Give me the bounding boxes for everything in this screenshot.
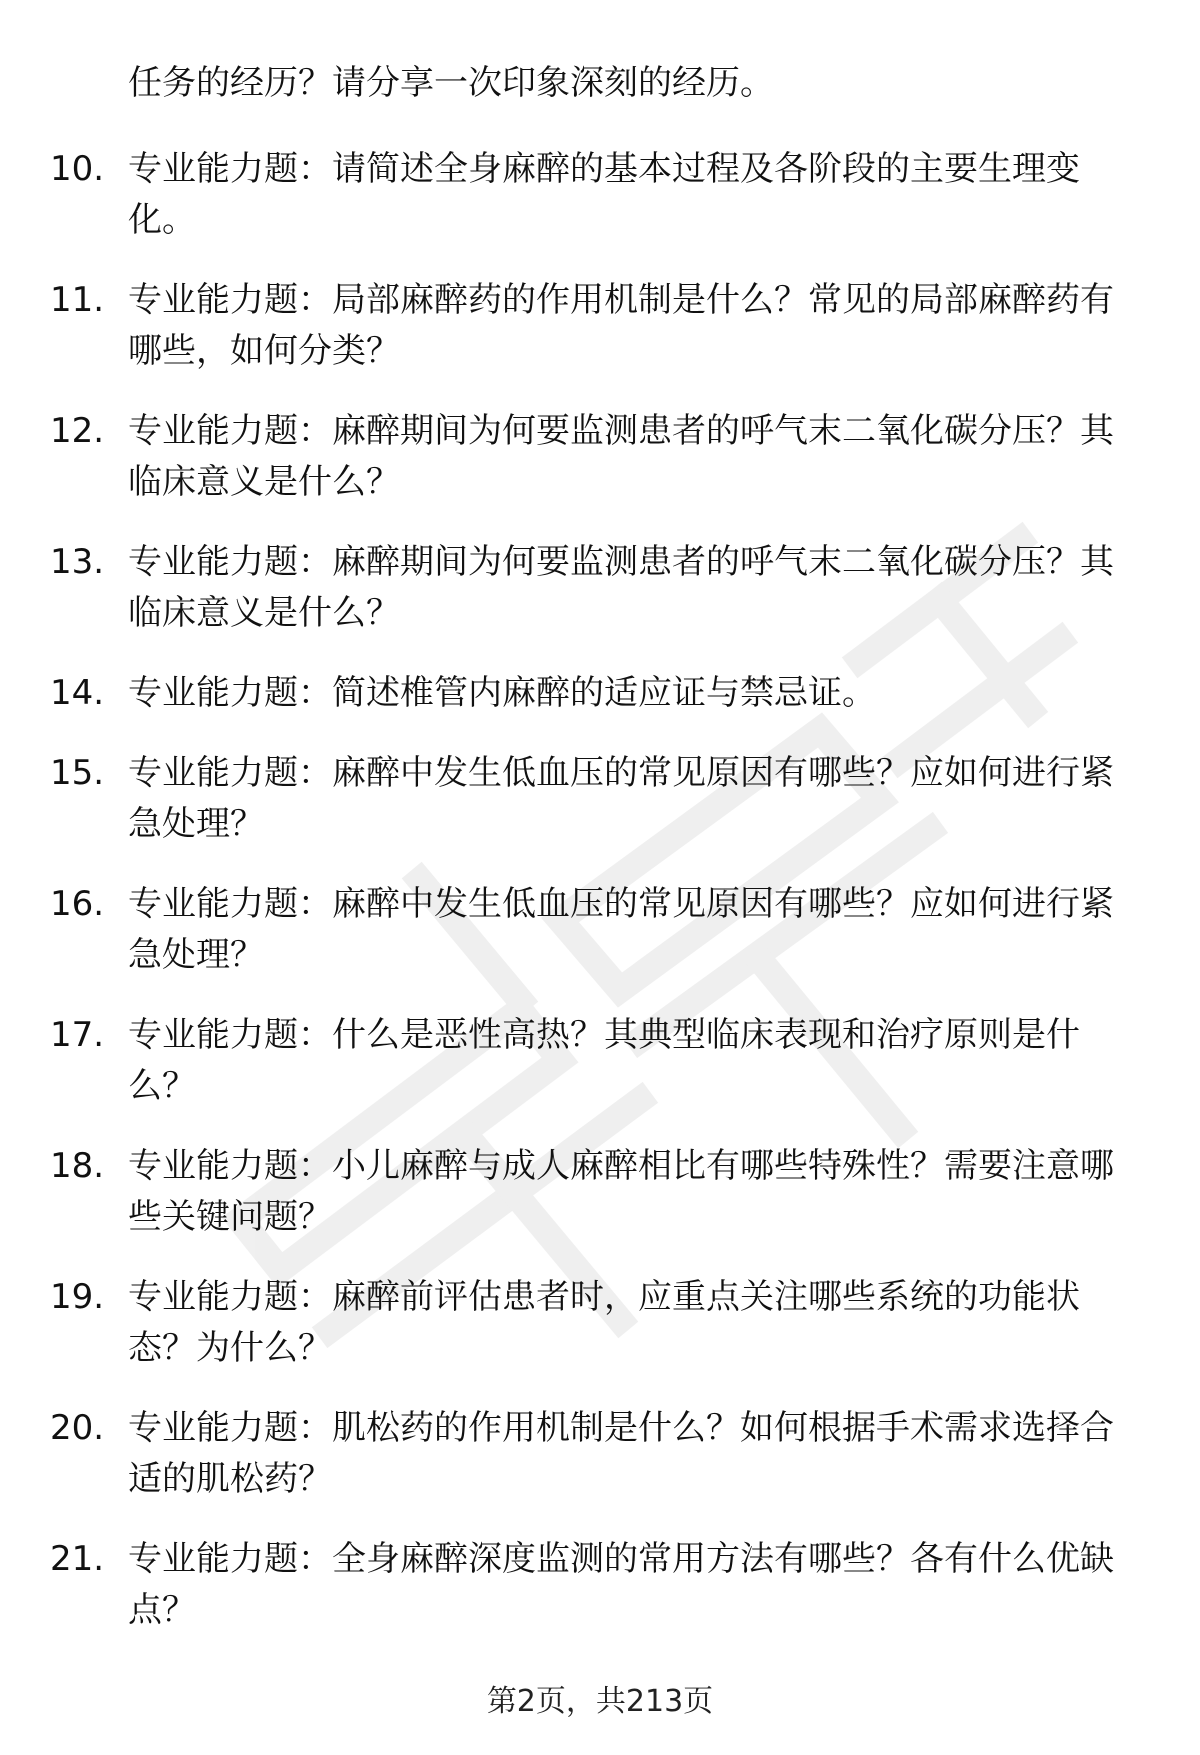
- question-text: 专业能力题：什么是恶性高热？其典型临床表现和治疗原则是什么？: [128, 1015, 1080, 1106]
- question-text: 专业能力题：请简述全身麻醉的基本过程及各阶段的主要生理变化。: [128, 149, 1080, 240]
- page-footer: 第2页，共213页: [486, 1684, 714, 1719]
- list-item: [0, 994, 1200, 1125]
- question-number: 19.: [50, 1277, 105, 1317]
- question-text: 专业能力题：全身麻醉深度监测的常用方法有哪些？各有什么优缺点？: [128, 1539, 1114, 1630]
- list-item: [0, 732, 1200, 863]
- question-number: 17.: [50, 1015, 105, 1055]
- list-item: [0, 863, 1200, 994]
- question-text: 专业能力题：麻醉期间为何要监测患者的呼气末二氧化碳分压？其临床意义是什么？: [128, 542, 1114, 633]
- continuation-text: 任务的经历？请分享一次印象深刻的经历。: [128, 63, 774, 103]
- question-text: 专业能力题：麻醉中发生低血压的常见原因有哪些？应如何进行紧急处理？: [128, 753, 1114, 844]
- list-item: [0, 1125, 1200, 1256]
- question-number: 11.: [50, 280, 105, 320]
- question-number: 15.: [50, 753, 105, 793]
- question-number: 16.: [50, 884, 105, 924]
- list-item: [0, 1518, 1200, 1649]
- question-list: [0, 128, 1200, 1649]
- question-text: 专业能力题：简述椎管内麻醉的适应证与禁忌证。: [128, 673, 876, 713]
- list-item: [0, 128, 1200, 259]
- question-text: 专业能力题：小儿麻醉与成人麻醉相比有哪些特殊性？需要注意哪些关键问题？: [128, 1146, 1114, 1237]
- list-item: [0, 1387, 1200, 1518]
- question-number: 10.: [50, 149, 105, 189]
- question-number: 14.: [50, 673, 105, 713]
- question-text: 专业能力题：局部麻醉药的作用机制是什么？常见的局部麻醉药有哪些，如何分类？: [128, 280, 1114, 371]
- list-item: [0, 1256, 1200, 1387]
- question-text: 专业能力题：麻醉期间为何要监测患者的呼气末二氧化碳分压？其临床意义是什么？: [128, 411, 1114, 502]
- question-text: 专业能力题：肌松药的作用机制是什么？如何根据手术需求选择合适的肌松药？: [128, 1408, 1114, 1499]
- question-number: 13.: [50, 542, 105, 582]
- list-item: [0, 652, 1200, 732]
- list-item: [0, 259, 1200, 390]
- list-item: [0, 521, 1200, 652]
- question-number: 18.: [50, 1146, 105, 1186]
- question-number: 20.: [50, 1408, 105, 1448]
- question-text: 专业能力题：麻醉中发生低血压的常见原因有哪些？应如何进行紧急处理？: [128, 884, 1114, 975]
- list-item: [0, 390, 1200, 521]
- question-number: 12.: [50, 411, 105, 451]
- question-number: 21.: [50, 1539, 105, 1579]
- question-text: 专业能力题：麻醉前评估患者时，应重点关注哪些系统的功能状态？为什么？: [128, 1277, 1080, 1368]
